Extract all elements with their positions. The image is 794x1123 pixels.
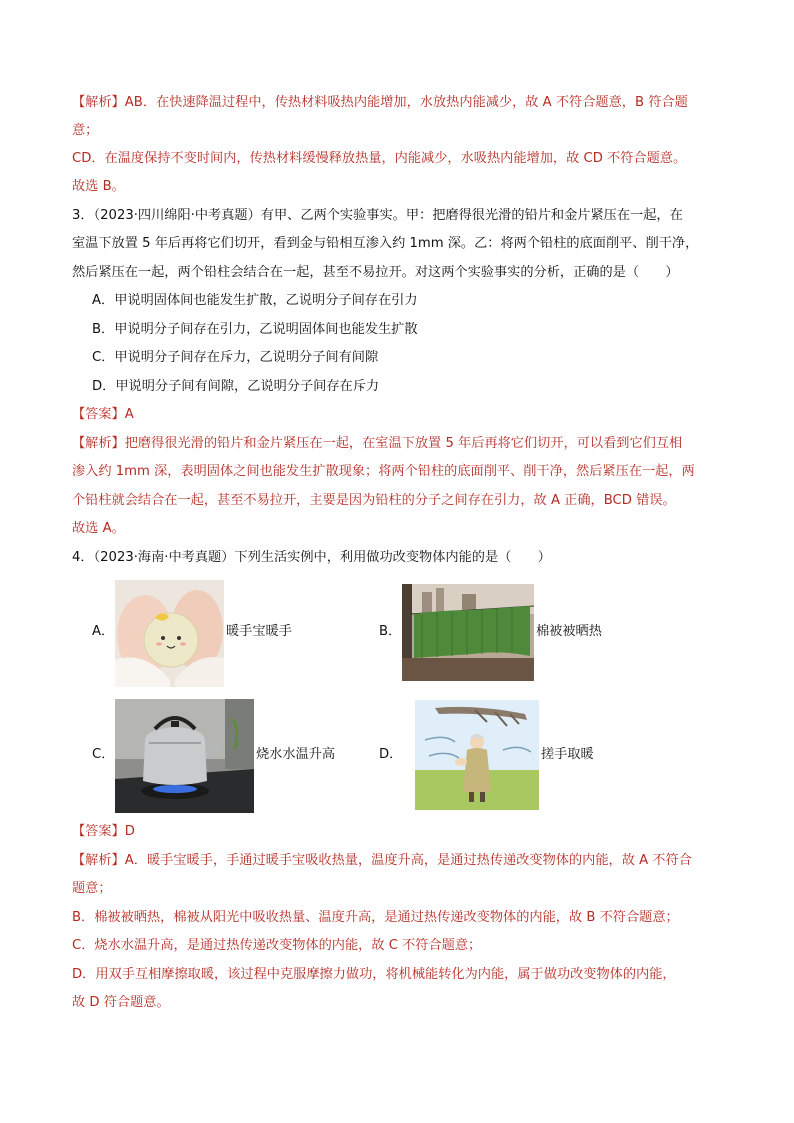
q4-option-c-letter: C．	[92, 747, 115, 762]
q4-option-a-letter: A．	[92, 624, 115, 639]
q2-explanation-line3: CD．在温度保持不变时间内，传热材料缓慢释放热量，内能减少，水吸热内能增加，故 CD 不符合题意。	[72, 151, 687, 166]
q4-option-c-text: 烧水水温升高	[256, 747, 336, 762]
q3-option-d: D．甲说明分子间有间隙，乙说明分子间存在斥力	[92, 379, 380, 394]
q4-explanation-line5: D．用双手互相摩擦取暖，该过程中克服摩擦力做功，将机械能转化为内能，属于做功改变物体的内能，	[72, 967, 676, 982]
q4-explanation-line1: 【解析】A．暖手宝暖手，手通过暖手宝吸收热量，温度升高，是通过热传递改变物体的内能，故 A 不符合	[72, 853, 692, 868]
quilt-drying-image	[402, 584, 534, 681]
q4-explanation-line6: 故 D 符合题意。	[72, 995, 170, 1010]
q4-option-b-text: 棉被被晒热	[536, 624, 602, 639]
kettle-stove-image	[115, 699, 254, 813]
q4-answer: 【答案】D	[72, 824, 135, 839]
q4-explanation-line4: C．烧水水温升高，是通过热传递改变物体的内能，故 C 不符合题意；	[72, 938, 482, 953]
q4-explanation-line2: 题意；	[72, 881, 112, 896]
q3-stem-line1: 3．（2023·四川绵阳·中考真题）有甲、乙两个实验事实。甲：把磨得很光滑的铅片和金片紧压在一起，在	[72, 208, 683, 223]
q3-stem-line3: 然后紧压在一起，两个铅柱会结合在一起，甚至不易拉开。对这两个实验事实的分析，正确的是（ ）	[72, 265, 679, 280]
q3-explanation-line1: 【解析】把磨得很光滑的铅片和金片紧压在一起，在室温下放置 5 年后再将它们切开，可以看到它们互相	[72, 436, 683, 451]
rubbing-hands-image	[415, 700, 539, 810]
q3-stem-line2: 室温下放置 5 年后再将它们切开，看到金与铅相互渗入约 1mm 深。乙：将两个铅柱的底面削平、削干净，	[72, 236, 699, 251]
q4-stem: 4．（2023·海南·中考真题）下列生活实例中，利用做功改变物体内能的是（ ）	[72, 550, 551, 565]
q3-answer: 【答案】A	[72, 407, 134, 422]
q2-explanation-line1: 【解析】AB．在快速降温过程中，传热材料吸热内能增加，水放热内能减少，故 A 不符合题意，B 符合题	[72, 95, 688, 110]
q2-explanation-line2: 意；	[72, 123, 99, 138]
q3-option-c: C．甲说明分子间存在斥力，乙说明分子间有间隙	[92, 350, 379, 365]
q4-option-d-text: 搓手取暖	[541, 747, 594, 762]
hand-warmer-image	[115, 580, 224, 687]
q4-explanation-line3: B．棉被被晒热，棉被从阳光中吸收热量、温度升高，是通过热传递改变物体的内能，故 B 不符合题意；	[72, 910, 679, 925]
q3-explanation-line2: 渗入约 1mm 深，表明固体之间也能发生扩散现象；将两个铅柱的底面削平、削干净，然后紧压在一起，两	[72, 464, 695, 479]
q4-option-d-letter: D．	[379, 747, 403, 762]
q3-explanation-line4: 故选 A。	[72, 521, 125, 536]
q4-option-a-text: 暖手宝暖手	[226, 624, 292, 639]
q4-option-b-letter: B．	[379, 624, 402, 639]
q3-explanation-line3: 个铅柱就会结合在一起，甚至不易拉开，主要是因为铅柱的分子之间存在引力，故 A 正确，BCD 错误。	[72, 493, 676, 508]
q3-option-b: B．甲说明分子间存在引力，乙说明固体间也能发生扩散	[92, 322, 418, 337]
q2-explanation-line4: 故选 B。	[72, 179, 125, 194]
q3-option-a: A．甲说明固体间也能发生扩散，乙说明分子间存在引力	[92, 293, 418, 308]
